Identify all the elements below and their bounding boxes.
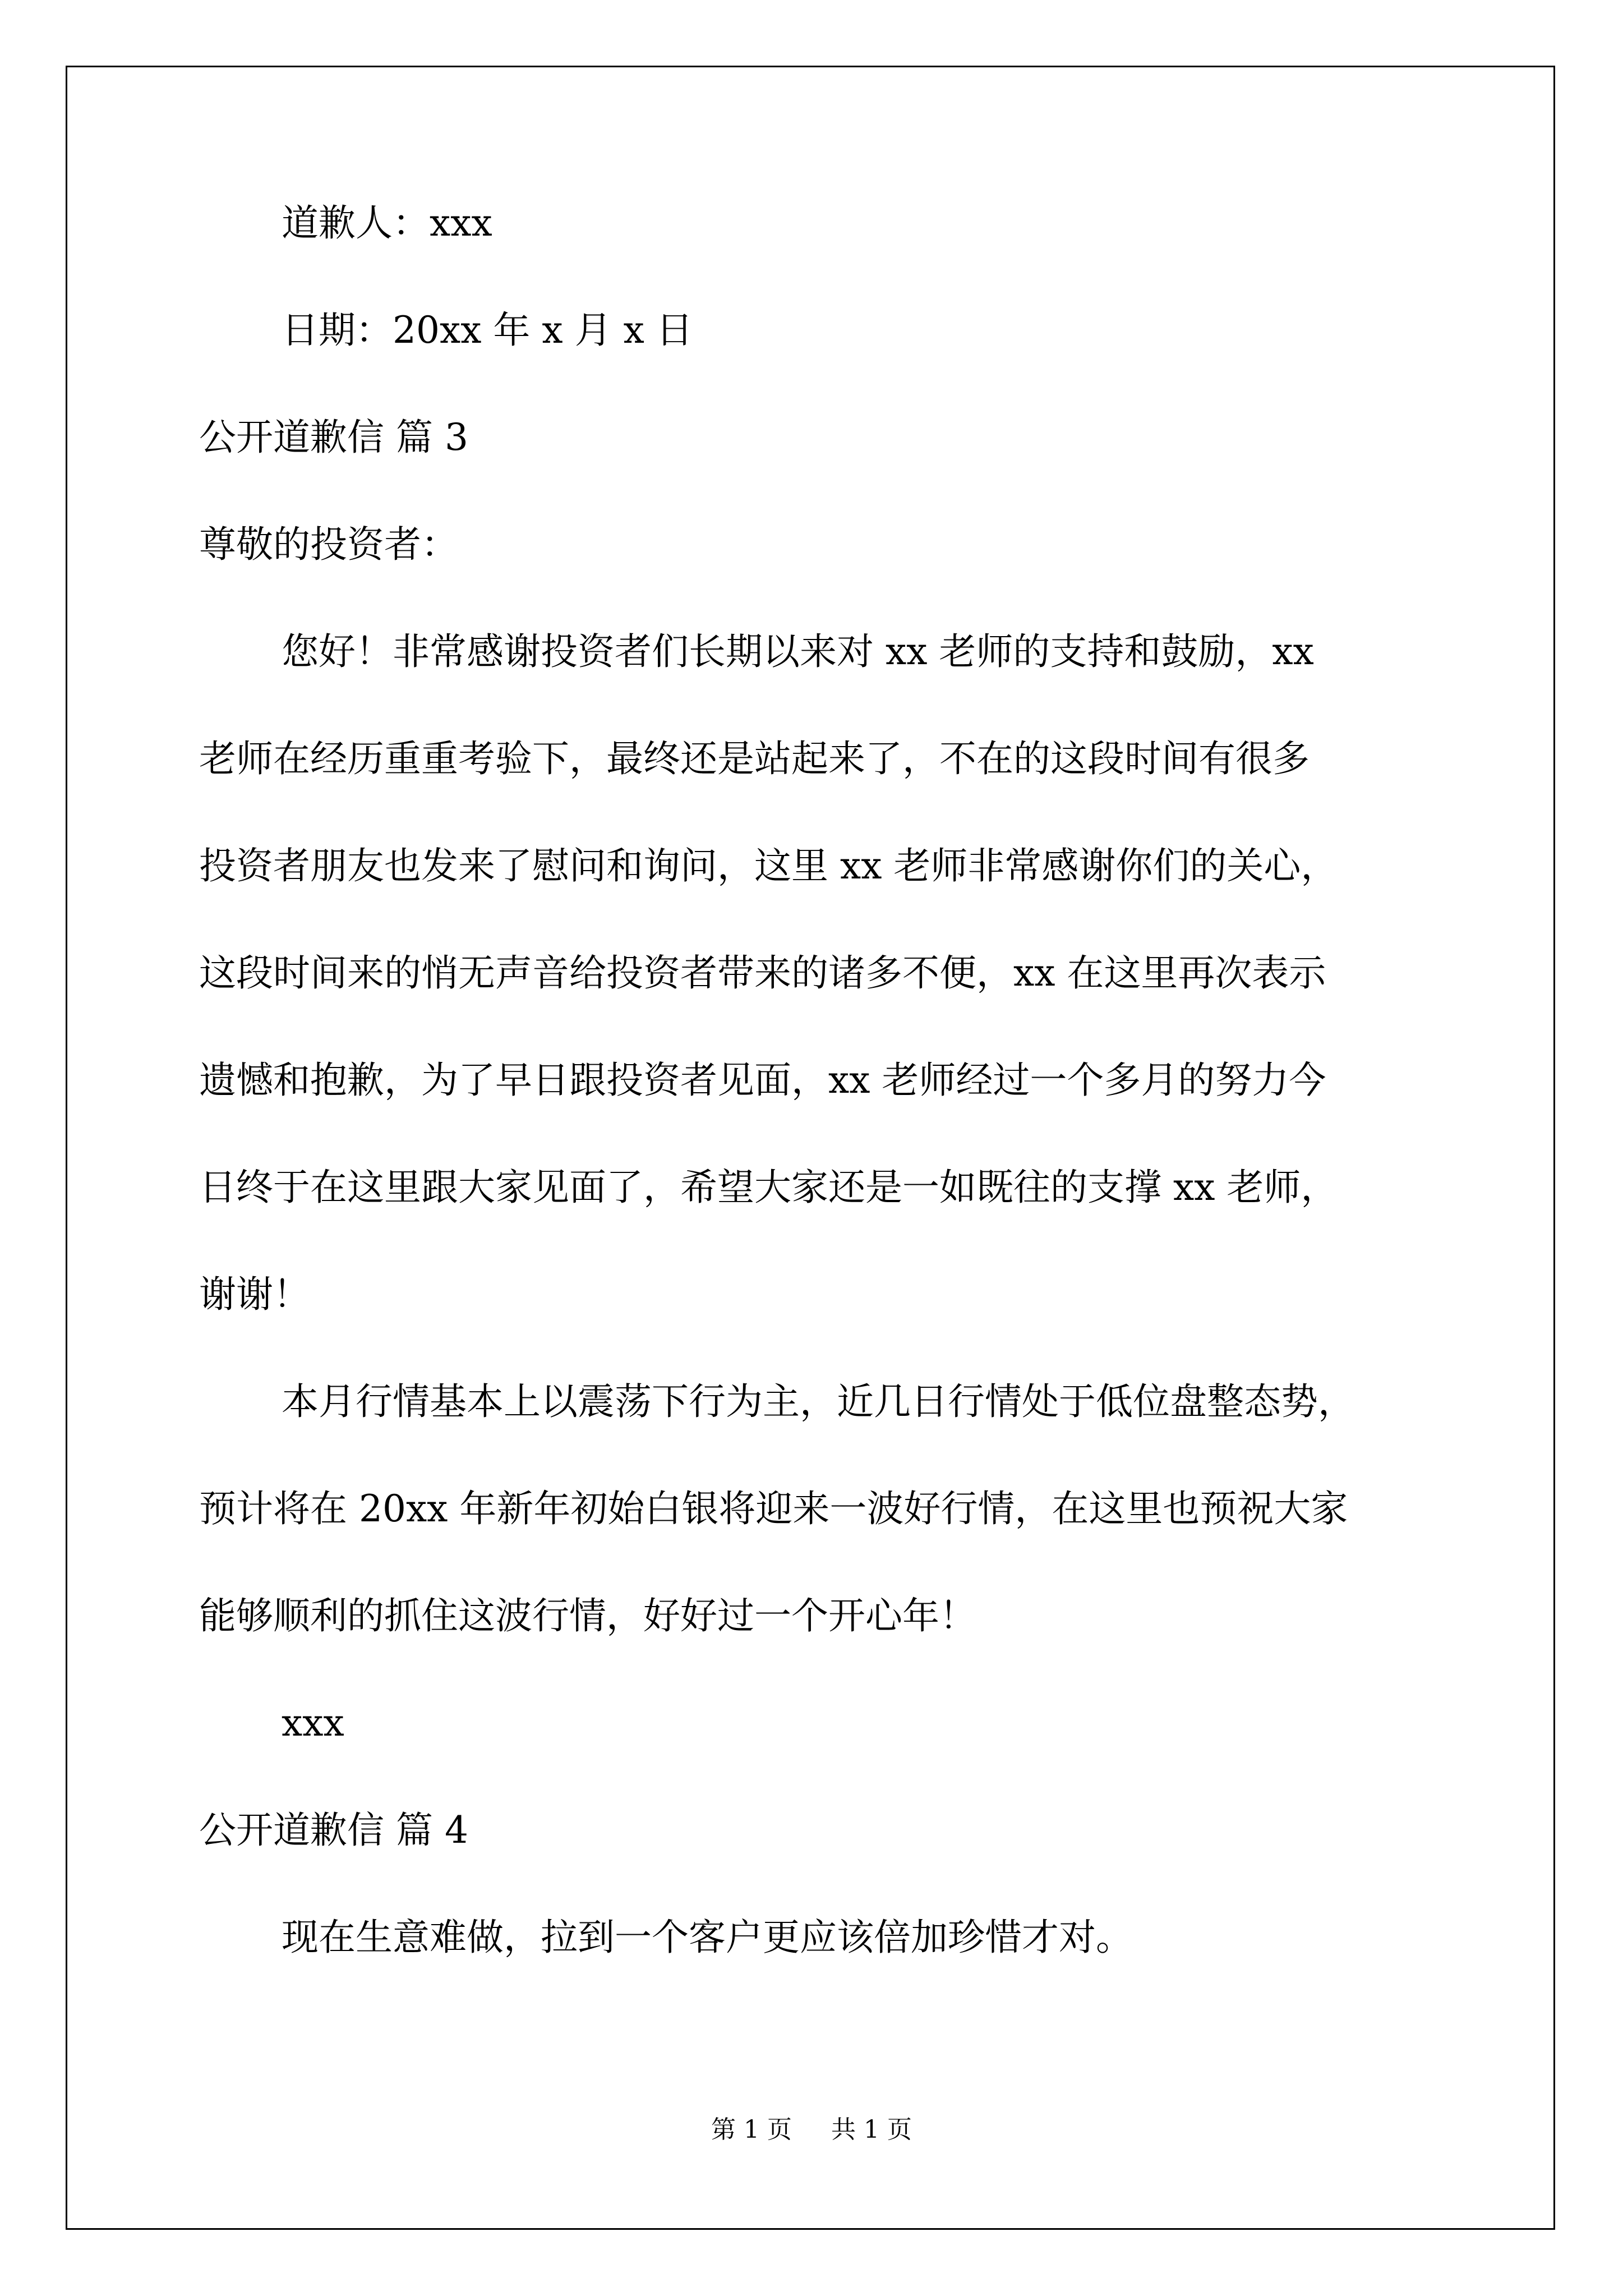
- section-4-heading: 公开道歉信 篇 4: [199, 1809, 468, 1852]
- paragraph-line: 遗憾和抱歉，为了早日跟投资者见面，xx 老师经过一个多月的努力今: [199, 1059, 1326, 1102]
- date-line: 日期：20xx 年 x 月 x 日: [282, 309, 693, 352]
- paragraph-line: 能够顺利的抓住这波行情，好好过一个开心年！: [199, 1594, 976, 1637]
- paragraph-line: 预计将在 20xx 年新年初始白银将迎来一波好行情，在这里也预祝大家: [199, 1487, 1348, 1530]
- page-number-total: 共 1 页: [831, 2115, 912, 2144]
- paragraph-line: 您好！非常感谢投资者们长期以来对 xx 老师的支持和鼓励，xx: [282, 630, 1314, 673]
- paragraph-line: 这段时间来的悄无声音给投资者带来的诸多不便，xx 在这里再次表示: [199, 951, 1326, 995]
- paragraph-line: 本月行情基本上以震荡下行为主，近几日行情处于低位盘整态势，: [282, 1380, 1355, 1423]
- page-footer: [0, 2115, 1623, 2144]
- page-number-current: 第 1 页: [711, 2115, 792, 2144]
- paragraph-line: 日终于在这里跟大家见面了，希望大家还是一如既往的支撑 xx 老师，: [199, 1166, 1338, 1209]
- section-3-heading: 公开道歉信 篇 3: [199, 416, 468, 459]
- paragraph-line: 现在生意难做，拉到一个客户更应该倍加珍惜才对。: [282, 1916, 1133, 1959]
- document-body: [199, 201, 1433, 2026]
- paragraph-line: 投资者朋友也发来了慰问和询问，这里 xx 老师非常感谢你们的关心，: [199, 844, 1338, 887]
- paragraph-line: 老师在经历重重考验下，最终还是站起来了，不在的这段时间有很多: [199, 737, 1310, 780]
- apologizer-line: 道歉人：xxx: [282, 201, 492, 245]
- paragraph-line: 谢谢！: [199, 1273, 310, 1316]
- signoff: xxx: [282, 1701, 344, 1745]
- salutation: 尊敬的投资者：: [199, 523, 458, 566]
